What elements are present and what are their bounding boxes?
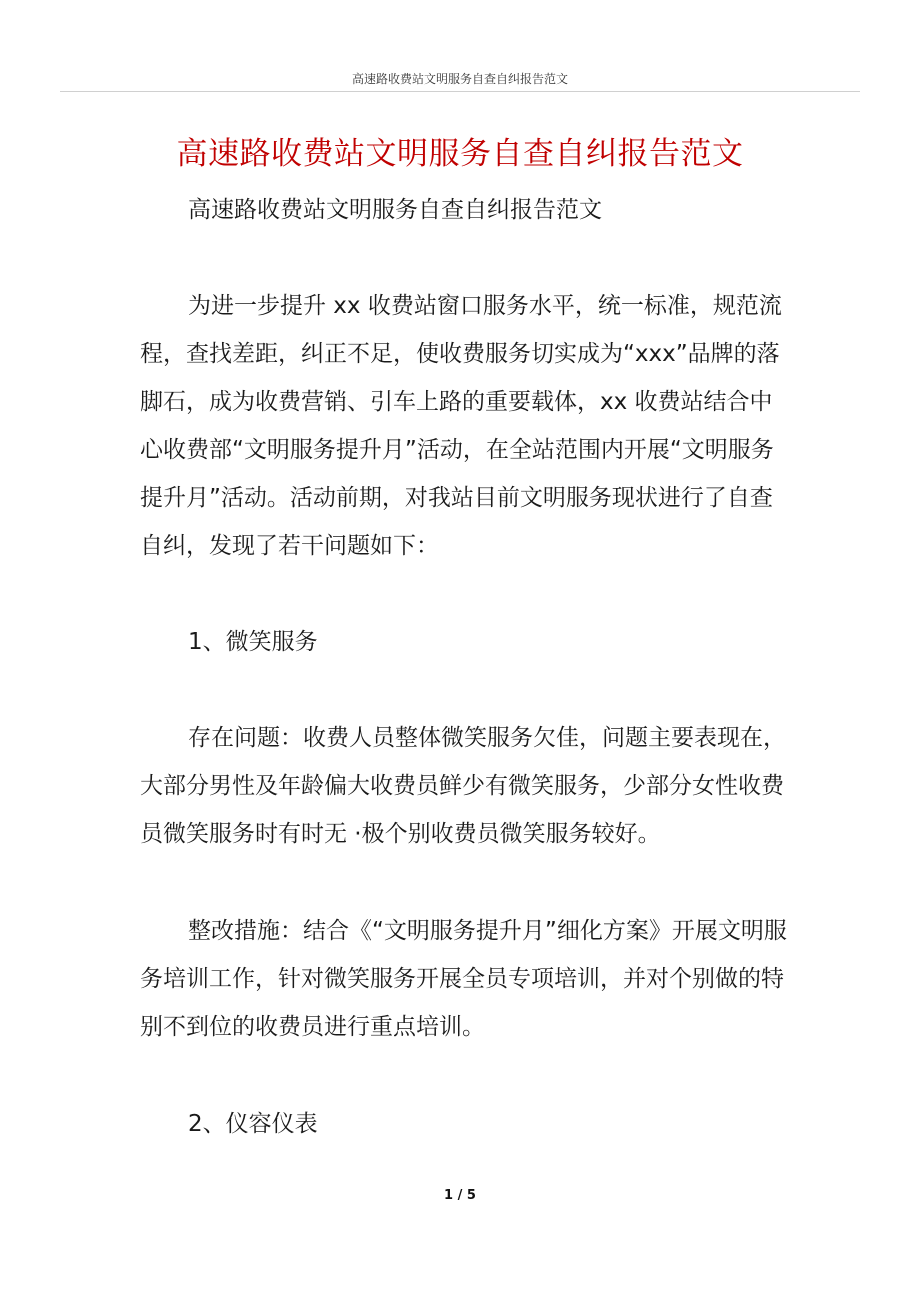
paragraph-smile-measures: 整改措施：结合《“文明服务提升月”细化方案》开展文明服务培训工作，针对微笑服务开展全员专项培训，并对个别做的特别不到位的收费员进行重点培训。 (140, 918, 787, 1040)
header-divider (60, 91, 860, 92)
paragraph-intro: 为进一步提升 xx 收费站窗口服务水平，统一标准，规范流程，查找差距，纠正不足，使收费服务切实成为“xxx”品牌的落脚石，成为收费营销、引车上路的重要载体，xx 收费站结合中心收费部“文明服务提升月”活动，在全站范围内开展“文明服务提升月”活动。活动前期，对我站目前文明服务现状进行了自查自纠，发现了若干问题如下： (140, 293, 782, 559)
section-heading-smile-service: 1、微笑服务 (188, 629, 318, 655)
paragraph-smile-problem: 存在问题：收费人员整体微笑服务欠佳，问题主要表现在，大部分男性及年龄偏大收费员鲜少有微笑服务，少部分女性收费员微笑服务时有时无 ·极个别收费员微笑服务较好。 (140, 725, 786, 847)
section-heading-appearance: 2、仪容仪表 (188, 1111, 318, 1137)
page-number: 1 / 5 (444, 1188, 476, 1203)
document-subtitle: 高速路收费站文明服务自查自纠报告范文 (188, 197, 602, 223)
document-title: 高速路收费站文明服务自查自纠报告范文 (176, 136, 744, 172)
page-header: 高速路收费站文明服务自查自纠报告范文 (351, 72, 568, 86)
